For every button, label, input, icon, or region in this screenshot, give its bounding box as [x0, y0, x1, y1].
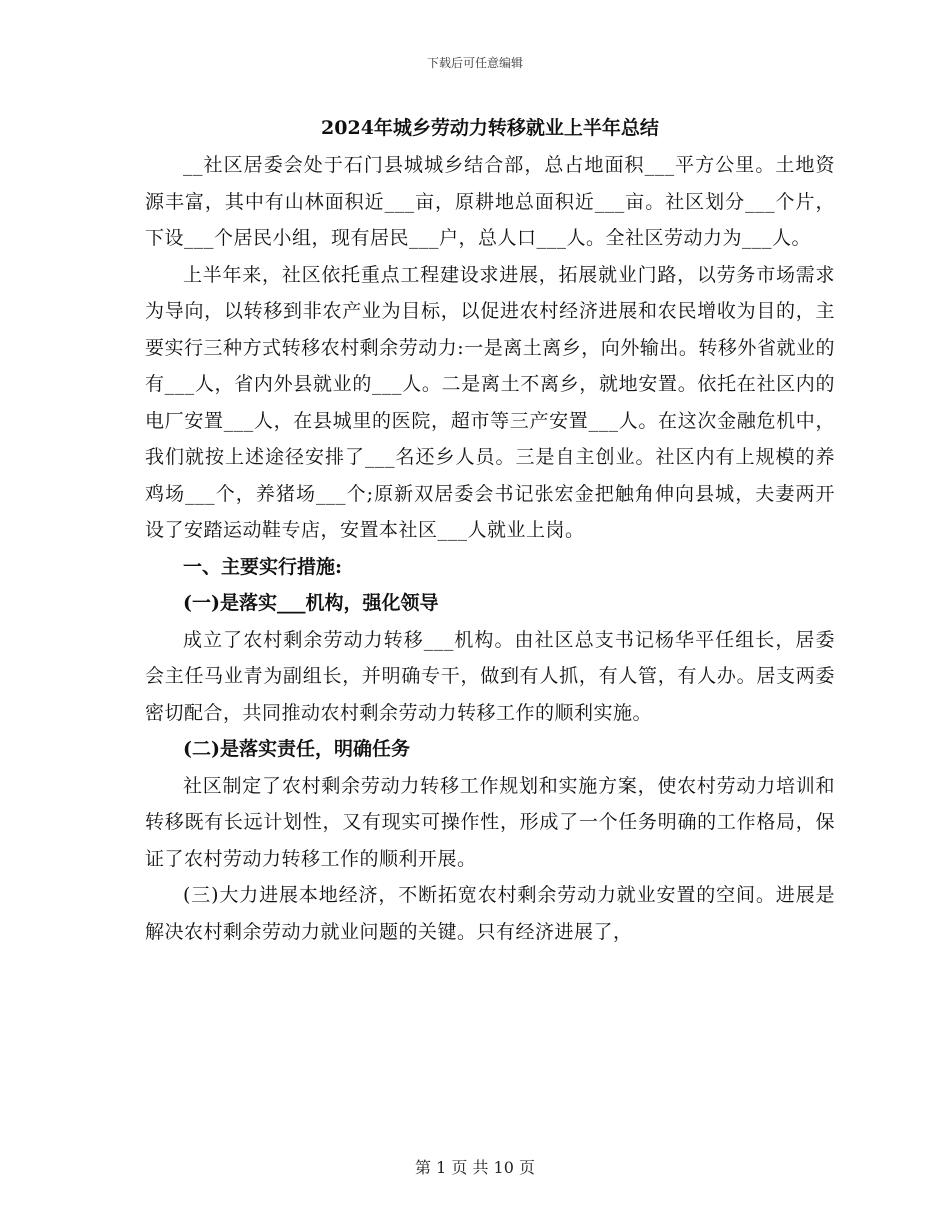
document-body: [145, 113, 835, 950]
paragraph-intro: __社区居委会处于石门县城城乡结合部，总占地面积___平方公里。土地资源丰富，其中有山林面积近___亩，原耕地总面积近___亩。社区划分___个片，下设___个居民小组，现有居民___户，总人口___人。全社区劳动力为___人。: [145, 154, 835, 249]
page-header-note: 下载后可任意编辑: [426, 56, 523, 70]
subsection-text-1: 成立了农村剩余劳动力转移___机构。由社区总支书记杨华平任组长，居委会主任马业青为副组长，并明确专干，做到有人抓，有人管，有人办。居支两委密切配合，共同推动农村剩余劳动力转移工作的顺利实施。: [145, 628, 835, 724]
subsection-heading-1: (一)是落实___机构，强化领导: [183, 592, 439, 614]
subsection-text-2: 社区制定了农村剩余劳动力转移工作规划和实施方案，使农村劳动力培训和转移既有长远计划性，又有现实可操作性，形成了一个任务明确的工作格局，保证了农村劳动力转移工作的顺利开展。: [145, 774, 835, 870]
document-title: 2024年城乡劳动力转移就业上半年总结: [321, 117, 659, 139]
section-heading-measures: 一、主要实行措施:: [183, 555, 343, 578]
subsection-text-3: (三)大力进展本地经济，不断拓宽农村剩余劳动力就业安置的空间。进展是解决农村剩余劳动力就业问题的关键。只有经济进展了，: [145, 884, 835, 943]
subsection-heading-2: (二)是落实责任，明确任务: [183, 738, 410, 760]
page-number: 第 1 页 共 10 页: [415, 1158, 535, 1177]
paragraph-progress: 上半年来，社区依托重点工程建设求进展，拓展就业门路，以劳务市场需求为导向，以转移到非农产业为目标，以促进农村经济进展和农民增收为目的，主要实行三种方式转移农村剩余劳动力:一是离土离乡，向外输出。转移外省就业的有___人，省内外县就业的___人。二是离土不离乡，就地安置。依托在社区内的电厂安置___人，在县城里的医院，超市等三产安置___人。在这次金融危机中，我们就按上述途径安排了___名还乡人员。三是自主创业。社区内有上规模的养鸡场___个，养猪场___个;原新双居委会书记张宏金把触角伸向县城，夫妻两开设了安踏运动鞋专店，安置本社区___人就业上岗。: [145, 263, 835, 541]
